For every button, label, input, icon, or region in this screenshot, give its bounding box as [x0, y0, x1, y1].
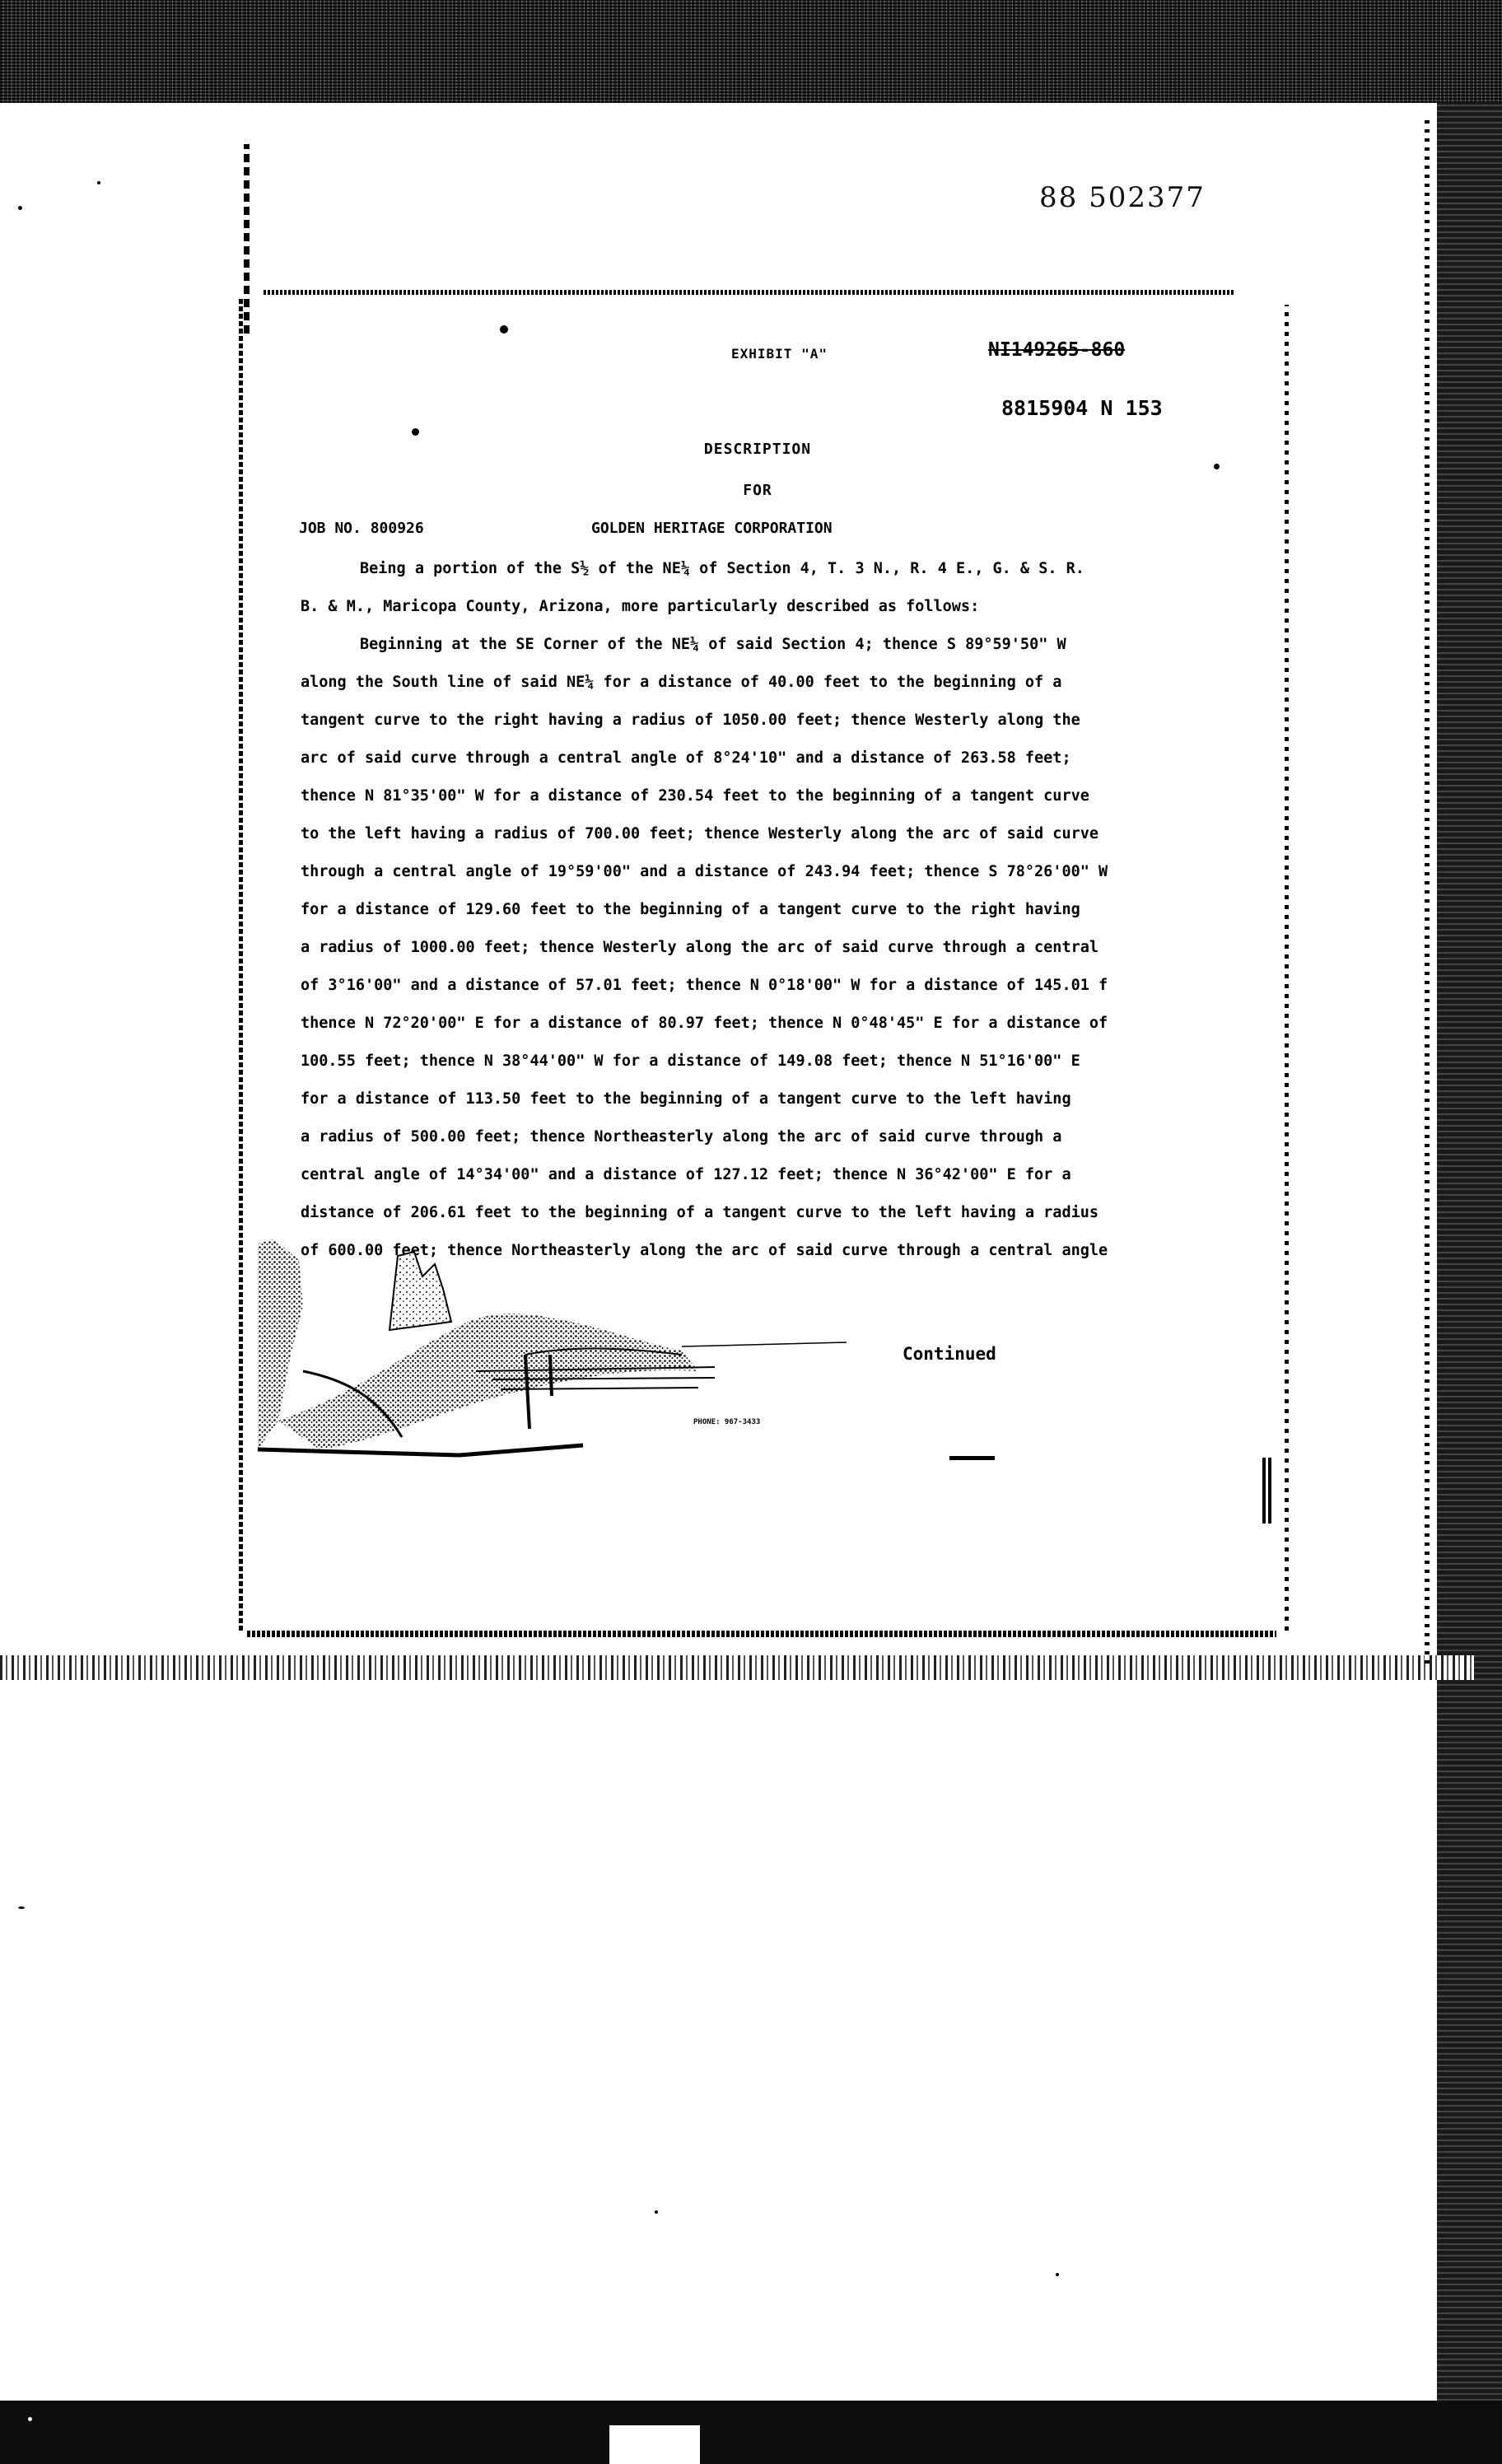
scan-bottom-border — [0, 2401, 1502, 2464]
body-line: of 600.00 feet; thence Northeasterly along the arc of said curve through a central angle — [301, 1242, 1108, 1259]
exhibit-number: 8815904 N 153 — [1001, 396, 1163, 420]
scan-bottom-artifact — [609, 2425, 700, 2464]
scan-speck — [18, 1906, 25, 1909]
scan-speck — [1214, 464, 1220, 469]
body-line: Beginning at the SE Corner of the NE¼ of said Section 4; thence S 89°59'50" W — [360, 636, 1066, 653]
body-line: B. & M., Maricopa County, Arizona, more particularly described as follows: — [301, 598, 980, 615]
exhibit-label: EXHIBIT "A" — [731, 346, 828, 362]
page-fold-line — [0, 1655, 1474, 1680]
scan-speck — [18, 206, 22, 210]
scan-speck — [97, 181, 100, 184]
job-number: JOB NO. 800926 — [299, 520, 424, 537]
body-line: a radius of 500.00 feet; thence Northeasterly along the arc of said curve through a — [301, 1128, 1062, 1146]
dash-mark — [949, 1456, 995, 1460]
body-line: thence N 81°35'00" W for a distance of 230.54 feet to the beginning of a tangent curve — [301, 787, 1089, 805]
scan-speck — [412, 428, 419, 436]
scan-speck — [1056, 2273, 1059, 2276]
company-name: GOLDEN HERITAGE CORPORATION — [591, 520, 833, 537]
scan-speck — [655, 2210, 658, 2214]
scan-right-border-noise — [1437, 103, 1502, 2401]
body-line: for a distance of 129.60 feet to the beginning of a tangent curve to the right having — [301, 901, 1080, 918]
body-line: of 3°16'00" and a distance of 57.01 feet; thence N 0°18'00" W for a distance of 145.01 f — [301, 977, 1108, 994]
scan-speck — [500, 325, 508, 334]
vertical-marks — [1262, 1458, 1274, 1524]
sheet-bottom-edge — [247, 1631, 1276, 1637]
body-line: a radius of 1000.00 feet; thence Westerly along the arc of said curve through a central — [301, 939, 1099, 956]
recording-number: 88 502377 — [1039, 181, 1206, 214]
body-line: thence N 72°20'00" E for a distance of 80.97 feet; thence N 0°48'45" E for a distance of — [301, 1015, 1108, 1032]
landscape-logo — [254, 1231, 847, 1462]
body-line: central angle of 14°34'00" and a distance of 127.12 feet; thence N 36°42'00" E for a — [301, 1166, 1071, 1183]
body-line: 100.55 feet; thence N 38°44'00" W for a distance of 149.08 feet; thence N 51°16'00" E — [301, 1052, 1080, 1070]
scan-edge-line — [1425, 115, 1430, 1664]
sheet-top-edge — [264, 290, 1235, 295]
body-line: through a central angle of 19°59'00" and a distance of 243.94 feet; thence S 78°26'00" W — [301, 863, 1108, 880]
document-title: DESCRIPTION — [703, 441, 812, 458]
phone-number: PHONE: 967-3433 — [693, 1418, 761, 1426]
body-line: Being a portion of the S½ of the NE¼ of Section 4, T. 3 N., R. 4 E., G. & S. R. — [360, 560, 1085, 577]
exhibit-number-struck: NI149265-860 — [988, 339, 1126, 361]
sheet-right-edge — [1285, 305, 1289, 1631]
body-line: along the South line of said NE¼ for a distance of 40.00 feet to the beginning of a — [301, 674, 1062, 691]
sheet-left-edge — [239, 296, 243, 1631]
document-subtitle: FOR — [743, 482, 772, 499]
continued-label: Continued — [903, 1344, 996, 1364]
scan-speck — [28, 2417, 32, 2421]
body-line: distance of 206.61 feet to the beginning of a tangent curve to the left having a radius — [301, 1204, 1099, 1221]
body-line: arc of said curve through a central angle of 8°24'10" and a distance of 263.58 feet; — [301, 749, 1071, 767]
body-line: to the left having a radius of 700.00 feet; thence Westerly along the arc of said curve — [301, 825, 1099, 842]
scan-left-mark — [244, 144, 250, 334]
body-line: for a distance of 113.50 feet to the beginning of a tangent curve to the left having — [301, 1090, 1071, 1108]
scan-noise-top-overlay — [0, 0, 1502, 103]
body-line: tangent curve to the right having a radius of 1050.00 feet; thence Westerly along the — [301, 712, 1080, 729]
